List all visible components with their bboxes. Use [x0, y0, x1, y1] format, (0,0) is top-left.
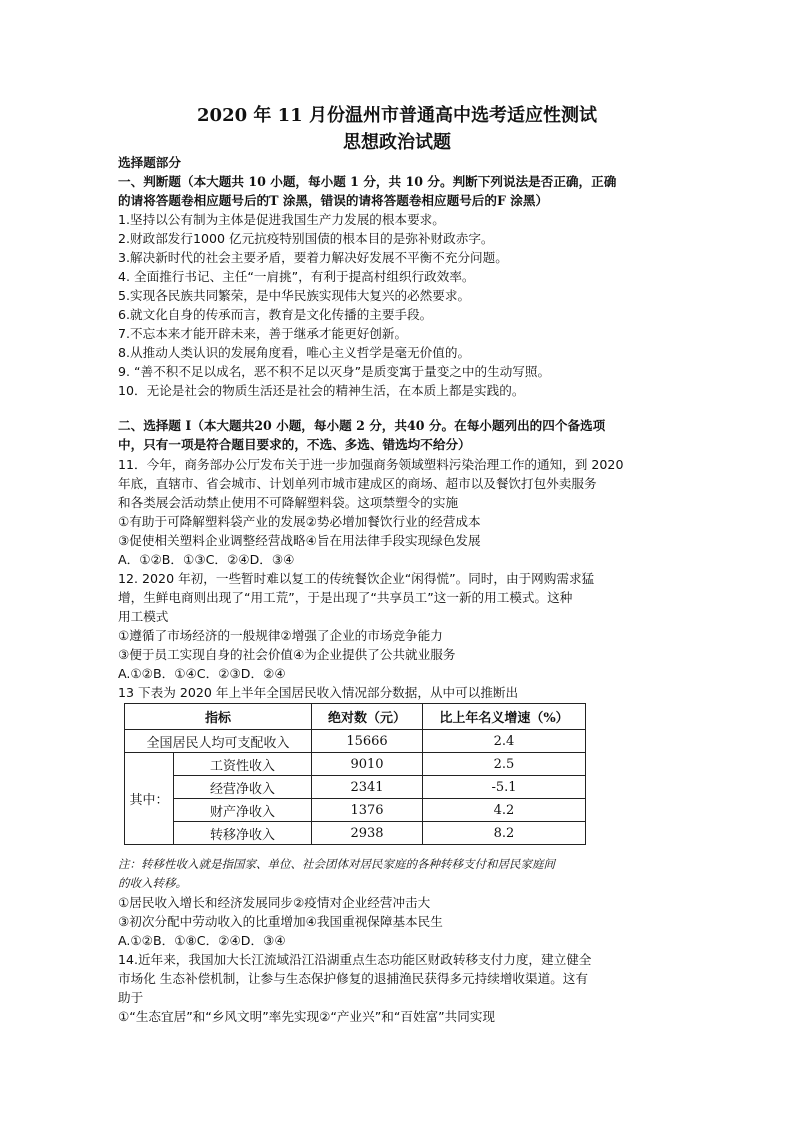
q14-stem: 助于 [118, 990, 144, 1005]
q13-options: ①居民收入增长和经济发展同步②疫情对企业经营冲击大 [118, 895, 431, 910]
table-cell: 2938 [312, 822, 423, 845]
section-heading: 选择题部分 [118, 155, 181, 170]
q12-answers: A.①②B．①④C．②③D．②④ [118, 666, 286, 681]
q11-answers: A．①②B．①③C．②④D．③④ [118, 552, 295, 567]
q11-stem: 11．今年，商务部办公厅发布关于进一步加强商务领域塑料污染治理工作的通知，到 2020 [118, 457, 624, 472]
table-cell: 全国居民人均可支配收入 [125, 730, 312, 753]
table-cell: -5.1 [423, 776, 586, 799]
judgement-item: 1.坚持以公有制为主体是促进我国生产力发展的根本要求。 [118, 212, 445, 227]
table-cell: 8.2 [423, 822, 586, 845]
part2-heading: 二、选择题 I（本大题共20 小题，每小题 2 分，共40 分。在每小题列出的四个备选项 [118, 418, 606, 433]
q13-answers: A.①②B．①⑧C．②④D．③④ [118, 933, 286, 948]
q14-options: ①“生态宜居”和“乡风文明”率先实现②“产业兴”和“百姓富”共同实现 [118, 1009, 496, 1024]
q13-options: ③初次分配中劳动收入的比重增加④我国重视保障基本民生 [118, 914, 443, 929]
judgement-item: 10．无论是社会的物质生活还是社会的精神生活，在本质上都是实践的。 [118, 383, 525, 398]
table-cell: 15666 [312, 730, 423, 753]
part1-heading-cont: 的请将答题卷相应题号后的T 涂黑，错误的请将答题卷相应题号后的F 涂黑） [118, 193, 549, 208]
table-row [125, 730, 586, 753]
q11-options: ①有助于可降解塑料袋产业的发展②势必增加餐饮行业的经营成本 [118, 514, 481, 529]
q12-options: ①遵循了市场经济的一般规律②增强了企业的市场竞争能力 [118, 628, 443, 643]
table-cell: 4.2 [423, 799, 586, 822]
table-row [125, 822, 586, 845]
exam-title: 2020 年 11 月份温州市普通高中选考适应性测试 [197, 105, 597, 126]
table-cell: 2341 [312, 776, 423, 799]
table-cell: 经营净收入 [174, 776, 312, 799]
exam-subtitle: 思想政治试题 [343, 132, 451, 153]
table-note-line: 注：转移性收入就是指国家、单位、社会团体对居民家庭的各种转移支付和居民家庭间 [118, 857, 555, 871]
q11-options: ③促使相关塑料企业调整经营战略④旨在用法律手段实现绿色发展 [118, 533, 481, 548]
table-cell: 工资性收入 [174, 753, 312, 776]
income-table [124, 703, 586, 845]
q13-stem: 13 下表为 2020 年上半年全国居民收入情况部分数据，从中可以推断出 [118, 685, 519, 700]
judgement-item: 4. 全面推行书记、主任“一肩挑”，有利于提高村组织行政效率。 [118, 269, 475, 284]
table-row [125, 753, 586, 776]
q14-stem: 14.近年来，我国加大长江流域沿江沿湖重点生态功能区财政转移支付力度，建立健全 [118, 952, 592, 967]
judgement-item: 2.财政部发行1000 亿元抗疫特别国债的根本目的是弥补财政赤字。 [118, 231, 494, 246]
table-note [118, 855, 678, 893]
table-header: 绝对数（元） [312, 704, 423, 730]
q12-stem: 用工模式 [118, 609, 169, 624]
table-row [125, 799, 586, 822]
judgement-item: 6.就文化自身的传承而言，教育是文化传播的主要手段。 [118, 307, 433, 322]
table-header: 指标 [125, 704, 312, 730]
part1-heading: 一、判断题（本大题共 10 小题，每小题 1 分，共 10 分。判断下列说法是否正确，正确 [118, 174, 617, 189]
table-header: 比上年名义增速（%） [423, 704, 586, 730]
table-cell: 转移净收入 [174, 822, 312, 845]
q12-stem: 增，生鲜电商则出现了“用工荒”，于是出现了“共享员工”这一新的用工模式。这种 [118, 590, 573, 605]
judgement-item: 7.不忘本来才能开辟未来，善于继承才能更好创新。 [118, 326, 408, 341]
q11-stem: 年底，直辖市、省会城市、计划单列市城市建成区的商场、超市以及餐饮打包外卖服务 [118, 476, 597, 491]
judgement-item: 8.从推动人类认识的发展角度看，唯心主义哲学是毫无价值的。 [118, 345, 471, 360]
table-cell: 9010 [312, 753, 423, 776]
table-row [125, 776, 586, 799]
table-note-line: 的收入转移。 [118, 876, 187, 890]
table-header-row [125, 704, 586, 730]
table-cell: 财产净收入 [174, 799, 312, 822]
table-cell: 2.4 [423, 730, 586, 753]
table-cell: 2.5 [423, 753, 586, 776]
judgement-item: 9. “善不积不足以成名，恶不积不足以灭身”是质变寓于量变之中的生动写照。 [118, 364, 551, 379]
q11-stem: 和各类展会活动禁止使用不可降解塑料袋。这项禁塑令的实施 [118, 495, 459, 510]
judgement-item: 3.解决新时代的社会主要矛盾，要着力解决好发展不平衡不充分问题。 [118, 250, 508, 265]
q12-stem: 12. 2020 年初，一些暂时难以复工的传统餐饮企业“闲得慌”。同时，由于网购需求猛 [118, 571, 595, 586]
judgement-item: 5.实现各民族共同繁荣，是中华民族实现伟大复兴的必然要求。 [118, 288, 471, 303]
q12-options: ③便于员工实现自身的社会价值④为企业提供了公共就业服务 [118, 647, 456, 662]
table-cell: 1376 [312, 799, 423, 822]
table-group-label: 其中： [125, 753, 174, 845]
q14-stem: 市场化 生态补偿机制，让参与生态保护修复的退捕渔民获得多元持续增收渠道。这有 [118, 971, 588, 986]
part2-heading-cont: 中，只有一项是符合题目要求的，不选、多选、错选均不给分） [118, 437, 471, 452]
